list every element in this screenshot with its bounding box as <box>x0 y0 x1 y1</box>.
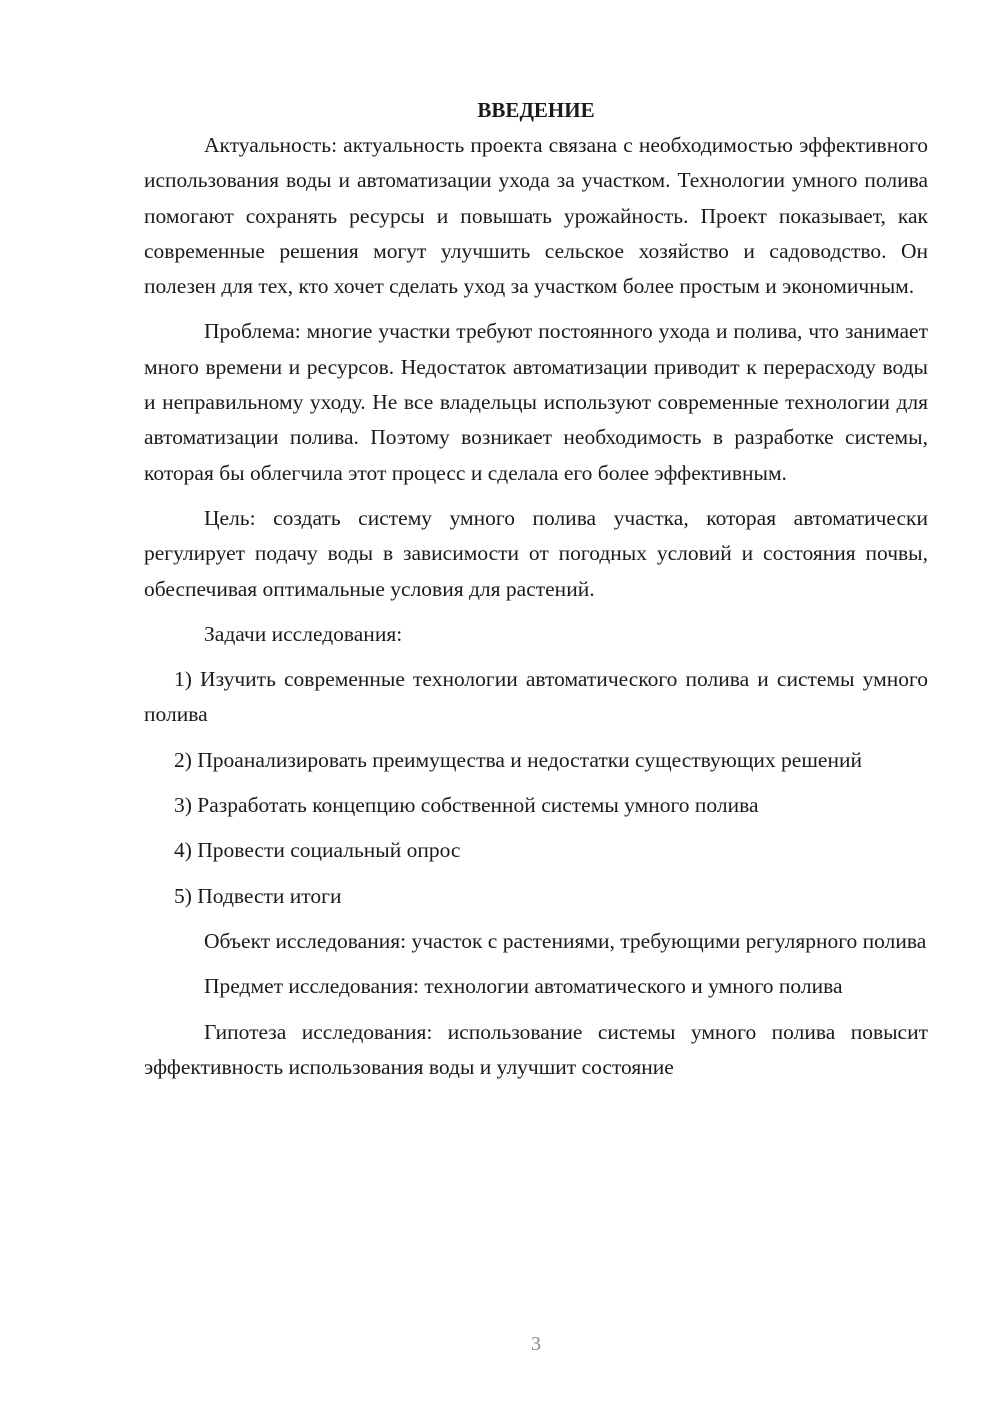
task-item-3: 3) Разработать концепцию собственной системы умного полива <box>174 793 759 818</box>
paragraph-subject: Предмет исследования: технологии автоматического и умного полива <box>204 974 843 999</box>
paragraph-relevance: Актуальность: актуальность проекта связана с необходимостью эффективного использования воды и автоматизации ухода за участком. Технологии умного полива помогают сохранять ресурсы и повышать урожайность. Проект показывает, как современные решения могут улучшить сельское хозяйство и садоводство. Он полезен для тех, кто хочет сделать уход за участком более простым и экономичным. <box>144 133 928 299</box>
task-item-1: 1) Изучить современные технологии автоматического полива и системы умного полива <box>144 667 928 727</box>
paragraph-tasks-heading: Задачи исследования: <box>204 621 403 646</box>
paragraph-object: Объект исследования: участок с растениями, требующими регулярного полива <box>204 928 927 953</box>
page-number: 3 <box>531 1333 541 1355</box>
task-item-5: 5) Подвести итоги <box>174 883 342 908</box>
task-item-4: 4) Провести социальный опрос <box>174 838 461 863</box>
task-item-2: 2) Проанализировать преимущества и недостатки существующих решений <box>174 747 862 772</box>
section-title: ВВЕДЕНИЕ <box>477 98 595 122</box>
page-body <box>144 94 928 1095</box>
paragraph-hypothesis: Гипотеза исследования: использование системы умного полива повысит эффективность использования воды и улучшит состояние <box>144 1019 928 1079</box>
paragraph-goal: Цель: создать систему умного полива участка, которая автоматически регулирует подачу воды в зависимости от погодных условий и состояния почвы, обеспечивая оптимальные условия для растений. <box>144 505 928 601</box>
paragraph-problem: Проблема: многие участки требуют постоянного ухода и полива, что занимает много времени и ресурсов. Недостаток автоматизации приводит к перерасходу воды и неправильному уходу. Не все владельцы используют современные технологии для автоматизации полива. Поэтому возникает необходимость в разработке системы, которая бы облегчила этот процесс и сделала его более эффективным. <box>144 319 928 485</box>
